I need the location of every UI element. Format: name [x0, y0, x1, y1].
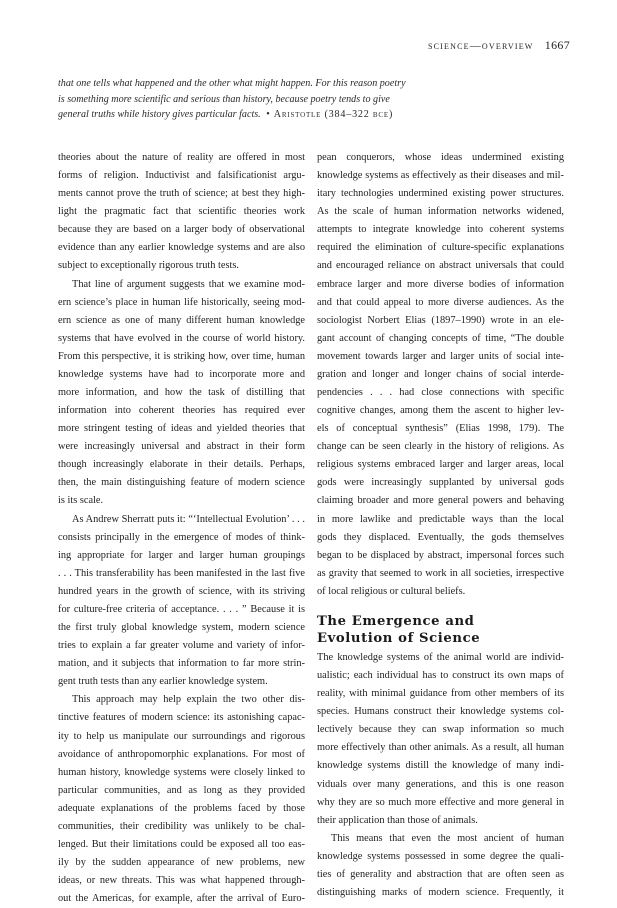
text-line: reality, with minimal guidance from other members of its: [317, 688, 564, 700]
text-line: communities, their credibility was unlikely to be chal-: [58, 820, 305, 832]
text-line: gent truth tests than any earlier knowledge system.: [58, 676, 268, 688]
section-heading: [317, 611, 564, 649]
text-line: viduals over many generations, and this is one reason: [317, 778, 564, 790]
text-line: embrace larger and more diverse bodies of information: [317, 278, 564, 290]
epigraph-quote: [58, 76, 558, 123]
text-line: pean conquerors, whose ideas undermined existing: [317, 152, 564, 163]
text-line: This means that even the most ancient of human: [331, 832, 564, 844]
text-line: ties of generality and abstraction that are often seen as: [317, 868, 564, 880]
section-heading-line: The Emergence and: [317, 613, 475, 629]
text-line: movement towards larger and larger units of social inte-: [317, 350, 564, 362]
text-line: more information, and how the task of distilling that: [58, 387, 305, 399]
epigraph-line: that one tells what happened and the other what might happen. For this reason poetry: [58, 78, 406, 89]
text-line: as gravity that seemed to work in all societies, irrespective: [317, 567, 564, 579]
text-line: and encouraged reliance on abstract universals that could: [317, 260, 564, 272]
text-line: itary technologies undermined existing power structures.: [317, 188, 564, 200]
text-line: attempts to integrate knowledge into coherent systems: [317, 224, 564, 236]
text-line: more stringent testing of ideas and yielded theories that: [58, 423, 305, 435]
text-line: avoidance of anthropomorphic explanations. For most of: [58, 748, 305, 760]
text-line: pendencies . . . had close connections with specific: [317, 387, 564, 399]
text-line: the first truly global knowledge system, modern science: [58, 622, 305, 634]
text-line: consists principally in the emergence of modes of think-: [58, 531, 305, 543]
text-line: theories about the nature of reality are offered in most: [58, 152, 305, 163]
epigraph-line: is something more scientific and serious than history, because poetry tends to give: [58, 93, 390, 105]
text-line: knowledge systems distill the knowledge of many indi-: [317, 760, 564, 772]
text-line: for culture-free criteria of acceptance. . . . ” Because it is: [58, 603, 305, 615]
text-line: began to be displaced by abstract, impersonal forces such: [317, 549, 564, 561]
text-line: sociologist Norbert Elias (1897–1990) wrote in an ele-: [317, 314, 564, 326]
text-line: adequate explanations of the problems faced by those: [58, 802, 305, 814]
text-line: light the pragmatic fact that scientific theories work: [58, 206, 305, 218]
text-line: tries to explain a far greater volume and variety of infor-: [58, 640, 305, 652]
text-line: evidence than any earlier knowledge systems and are also: [58, 242, 305, 254]
text-line: tinctive features of modern science: its astonishing capac-: [58, 712, 305, 724]
text-line: ity to help us manipulate our surroundings and rigorous: [58, 730, 305, 742]
text-line: knowledge systems as effectively as their diseases and mil-: [317, 170, 564, 182]
text-line: in more lawlike and predictable ways than the local: [317, 513, 564, 525]
text-line: claiming broader and more general powers and behaving: [317, 495, 564, 507]
text-line: The knowledge systems of the animal world are individ-: [317, 651, 564, 663]
text-line: gration and longer and longer chains of social interde-: [317, 368, 564, 380]
right-text-column: [317, 149, 564, 902]
section-title: science—overview: [427, 40, 534, 52]
text-line: particular communities, and as long as they provided: [58, 784, 305, 796]
text-line: els of conceptual synthesis” (Elias 1998, 179). The: [317, 423, 564, 435]
text-line: their application than those of animals.: [317, 814, 478, 826]
text-line: religious systems embraced larger and larger areas, local: [317, 459, 564, 471]
epigraph-line-text: general truths while history gives particular facts.: [58, 109, 261, 120]
text-line: As the scale of human information networks widened,: [317, 206, 564, 218]
section-spacer: [317, 601, 564, 611]
text-line: required the elimination of culture-specific explanations: [317, 242, 564, 254]
bullet-separator: •: [266, 109, 270, 120]
text-line: hundred years in the growth of science, with its striving: [58, 585, 305, 597]
text-line: because they are based on a larger body of observational: [58, 224, 305, 236]
text-line: gods they displaced. Eventually, the gods themselves: [317, 531, 564, 543]
text-line: ments cannot prove the truth of science; at best they high-: [58, 188, 305, 200]
text-line: knowledge systems have had to incorporate more and: [58, 368, 305, 380]
running-head: [428, 38, 570, 53]
text-line: more effectively than other animals. As a result, all human: [317, 742, 564, 754]
text-line: forms of religion. Inductivist and falsificationist argu-: [58, 170, 305, 182]
text-line: ualistic; each individual has to construct its own maps of: [317, 670, 564, 682]
section-heading-line: Evolution of Science: [317, 630, 481, 646]
text-line: gant account of changing concepts of time, “The double: [317, 332, 564, 344]
epigraph-line-final: [58, 107, 558, 123]
text-line: though increasingly elaborate in their details. Perhaps,: [58, 459, 305, 471]
text-line: knowledge systems possessed in some degree the quali-: [317, 850, 564, 862]
text-line: ing appropriate for larger and larger human groupings: [58, 549, 305, 561]
text-line: were increasingly universal and abstract in their form: [58, 441, 305, 453]
text-line: ern science’s place in human life historically, seeing mod-: [58, 296, 305, 308]
text-line: systems that have evolved in the course of world history.: [58, 332, 305, 344]
text-line: This approach may help explain the two other dis-: [72, 694, 305, 706]
text-line: subject to exceptionally rigorous truth tests.: [58, 260, 239, 272]
text-line: lenged. But their limitations could be exposed all too eas-: [58, 838, 305, 850]
left-text-column: [58, 149, 305, 908]
text-line: out the Americas, for example, after the arrival of Euro-: [58, 893, 305, 905]
text-line: distinguishing marks of modern science. Frequently, it: [317, 886, 564, 898]
text-line: then, the main distinguishing feature of modern science: [58, 477, 305, 489]
text-line: ideas, or new threats. This was what happened through-: [58, 875, 305, 887]
text-line: From this perspective, it is striking how, over time, human: [58, 350, 305, 362]
text-line: mation, and it subjects that information to far more strin-: [58, 658, 305, 670]
text-line: lectively because they can swap information so much: [317, 724, 564, 736]
text-line: ern science as one of many different human knowledge: [58, 314, 305, 326]
text-line: That line of argument suggests that we examine mod-: [72, 278, 305, 290]
text-line: ily by the sudden appearance of new problems, new: [58, 857, 305, 869]
text-line: gods were increasingly supplanted by universal gods: [317, 477, 564, 489]
text-line: . . . This transferability has been manifested in the last five: [58, 567, 305, 579]
text-line: why they are so much more effective and more general in: [317, 796, 564, 808]
text-line: As Andrew Sherratt puts it: “‘Intellectual Evolution’ . . .: [72, 513, 305, 525]
text-line: of local religious or cultural beliefs.: [317, 585, 466, 597]
text-line: change can be seen clearly in the history of religions. As: [317, 441, 564, 453]
text-line: cognitive changes, among them the ascent to higher lev-: [317, 405, 564, 417]
text-line: species. Humans construct their knowledge systems col-: [317, 706, 564, 718]
text-line: is its scale.: [58, 495, 104, 507]
epigraph-attribution: Aristotle (384–322 bce): [273, 109, 394, 120]
text-line: information into coherent theories has required ever: [58, 405, 305, 417]
page-number: 1667: [544, 38, 570, 52]
text-line: and that could appeal to more diverse audiences. As the: [317, 296, 564, 308]
text-line: human history, knowledge systems were closely linked to: [58, 766, 305, 778]
